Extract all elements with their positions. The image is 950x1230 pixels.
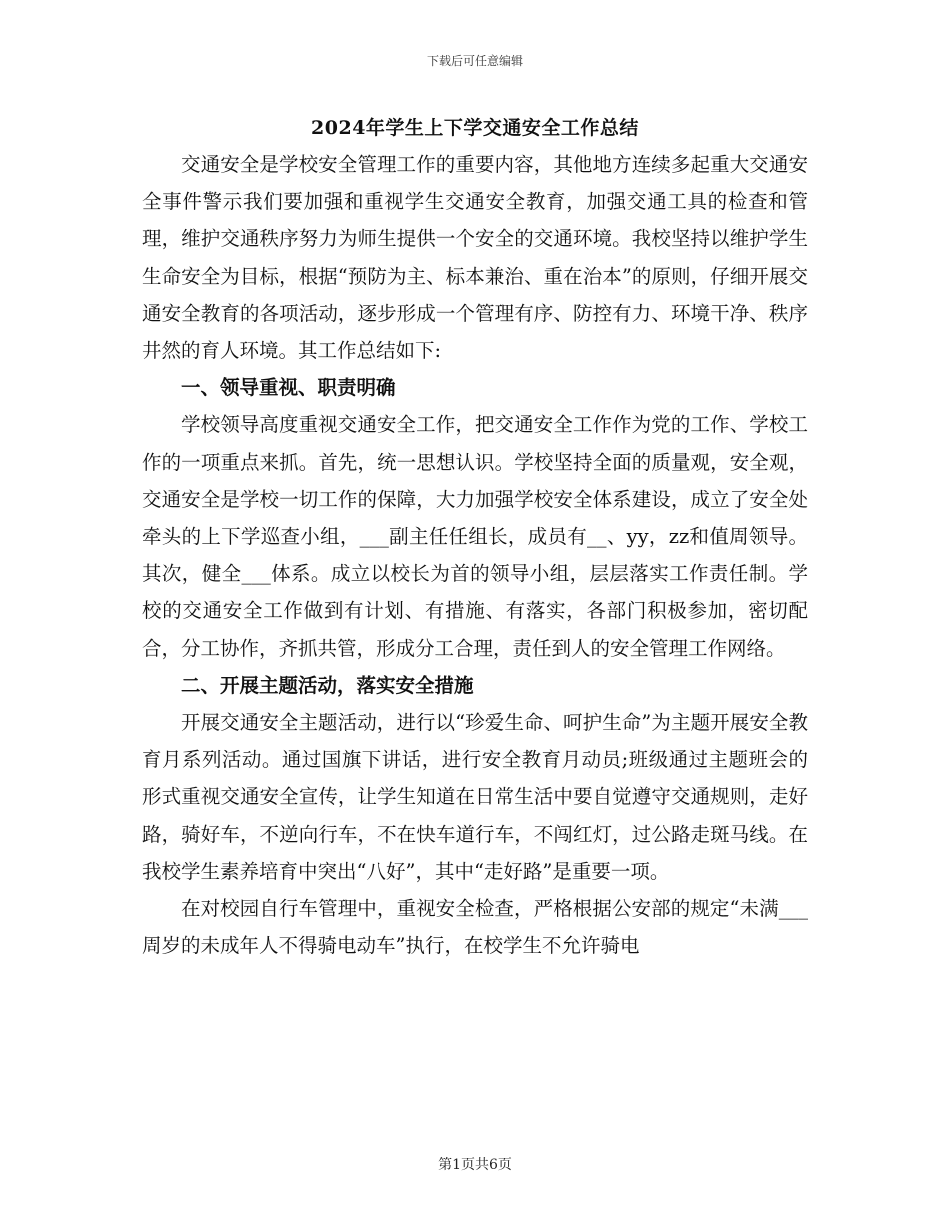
document-body xyxy=(142,146,808,964)
section-paragraph: 开展交通安全主题活动，进行以“珍爱生命、呵护生命”为主题开展安全教育月系列活动。通过国旗下讲话，进行安全教育月动员;班级通过主题班会的形式重视交通安全宣传，让学生知道在日常生活中要自觉遵守交通规则，走好路，骑好车，不逆向行车，不在快车道行车，不闯红灯，过公路走斑马线。在我校学生素养培育中突出“八好”，其中“走好路”是重要一项。 xyxy=(142,711,808,883)
page-number: 第1页共6页 xyxy=(438,1157,512,1173)
page-header-note: 下载后可任意编辑 xyxy=(426,54,523,68)
document-title: 2024年学生上下学交通安全工作总结 xyxy=(311,117,639,139)
section-heading-leadership: 一、领导重视、职责明确 xyxy=(181,376,396,400)
section-paragraph: 学校领导高度重视交通安全工作，把交通安全工作作为党的工作、学校工作的一项重点来抓。首先，统一思想认识。学校坚持全面的质量观，安全观，交通安全是学校一切工作的保障，大力加强学校安全体系建设，成立了安全处牵头的上下学巡查小组，___副主任任组长，成员有__、yy，zz和值周领导。其次，健全___体系。成立以校长为首的领导小组，层层落实工作责任制。学校的交通安全工作做到有计划、有措施、有落实，各部门积极参加，密切配合，分工协作，齐抓共管，形成分工合理，责任到人的安全管理工作网络。 xyxy=(142,413,808,660)
section-heading-activities: 二、开展主题活动，落实安全措施 xyxy=(181,673,474,697)
section-paragraph: 在对校园自行车管理中，重视安全检查，严格根据公安部的规定“未满___周岁的未成年人不得骑电动车”执行，在校学生不允许骑电 xyxy=(142,897,808,958)
intro-paragraph: 交通安全是学校安全管理工作的重要内容，其他地方连续多起重大交通安全事件警示我们要加强和重视学生交通安全教育，加强交通工具的检查和管理，维护交通秩序努力为师生提供一个安全的交通环境。我校坚持以维护学生生命安全为目标，根据“预防为主、标本兼治、重在治本”的原则，仔细开展交通安全教育的各项活动，逐步形成一个管理有序、防控有力、环境干净、秩序井然的育人环境。其工作总结如下: xyxy=(142,153,808,363)
